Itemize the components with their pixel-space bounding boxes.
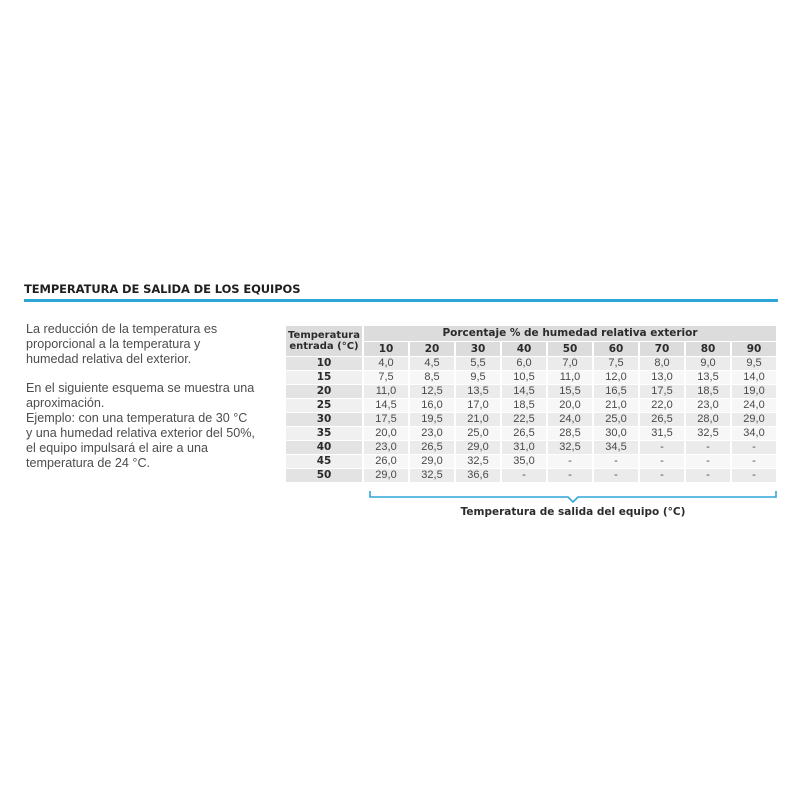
table-cell: 21,0: [456, 413, 500, 426]
table-cell: 14,5: [364, 399, 408, 412]
table-row: [286, 385, 776, 398]
table-row: [286, 469, 776, 482]
table-cell: 20,0: [548, 399, 592, 412]
table-cell: 29,0: [456, 441, 500, 454]
row-header: Temperatura entrada (°C): [286, 326, 362, 356]
table-cell: 28,0: [686, 413, 730, 426]
table-cell: 15,5: [548, 385, 592, 398]
table-cell: -: [732, 441, 776, 454]
humidity-group-header: Porcentaje % de humedad relativa exterior: [364, 326, 776, 341]
table-cell: 31,0: [502, 441, 546, 454]
table-cell: 9,5: [456, 371, 500, 384]
table-cell: 17,5: [364, 413, 408, 426]
table-cell: 32,5: [686, 427, 730, 440]
row-label: 10: [286, 357, 362, 370]
row-label: 30: [286, 413, 362, 426]
table-cell: 34,5: [594, 441, 638, 454]
table-cell: 25,0: [456, 427, 500, 440]
table-cell: -: [640, 469, 684, 482]
table-cell: 20,0: [364, 427, 408, 440]
table-cell: 21,0: [594, 399, 638, 412]
table-body: [286, 357, 776, 482]
table-cell: 31,5: [640, 427, 684, 440]
column-header-20: 20: [410, 342, 454, 356]
table-row: [286, 455, 776, 468]
table-cell: 7,5: [594, 357, 638, 370]
table-cell: 32,5: [410, 469, 454, 482]
table-cell: 36,6: [456, 469, 500, 482]
temperature-table: [284, 325, 778, 483]
temperature-table-container: [284, 325, 778, 483]
column-header-70: 70: [640, 342, 684, 356]
table-cell: 22,0: [640, 399, 684, 412]
table-caption: Temperatura de salida del equipo (°C): [460, 506, 686, 518]
table-cell: 24,0: [548, 413, 592, 426]
intro-paragraph-1: La reducción de la temperatura es proporcional a la temperatura y humedad relativa del exterior.: [26, 322, 218, 366]
table-cell: 24,0: [732, 399, 776, 412]
intro-text: [26, 322, 256, 471]
row-label: 20: [286, 385, 362, 398]
column-header-60: 60: [594, 342, 638, 356]
table-cell: 29,0: [410, 455, 454, 468]
table-cell: 26,5: [502, 427, 546, 440]
table-cell: 28,5: [548, 427, 592, 440]
table-cell: -: [640, 441, 684, 454]
table-cell: -: [548, 455, 592, 468]
intro-paragraph-2: En el siguiente esquema se muestra una aproximación.: [26, 381, 255, 410]
table-cell: 29,0: [732, 413, 776, 426]
table-cell: -: [686, 469, 730, 482]
table-cell: 18,5: [502, 399, 546, 412]
table-cell: -: [640, 455, 684, 468]
table-cell: 23,0: [686, 399, 730, 412]
section-header: [24, 282, 778, 302]
table-cell: 19,0: [732, 385, 776, 398]
table-cell: -: [502, 469, 546, 482]
table-cell: 10,5: [502, 371, 546, 384]
intro-paragraph-3: Ejemplo: con una temperatura de 30 °C y una humedad relativa exterior del 50%, el equipo impulsará el aire a una temperatura de 24 °C.: [26, 411, 255, 470]
table-cell: 9,0: [686, 357, 730, 370]
table-cell: 19,5: [410, 413, 454, 426]
table-cell: 30,0: [594, 427, 638, 440]
table-cell: 12,5: [410, 385, 454, 398]
table-cell: 9,5: [732, 357, 776, 370]
column-header-10: 10: [364, 342, 408, 356]
table-cell: 12,0: [594, 371, 638, 384]
table-cell: 11,0: [548, 371, 592, 384]
table-cell: 29,0: [364, 469, 408, 482]
table-cell: 26,5: [410, 441, 454, 454]
column-header-80: 80: [686, 342, 730, 356]
table-row: [286, 441, 776, 454]
table-cell: 14,5: [502, 385, 546, 398]
table-cell: 13,5: [686, 371, 730, 384]
table-cell: -: [686, 441, 730, 454]
column-header-30: 30: [456, 342, 500, 356]
table-cell: 26,5: [640, 413, 684, 426]
table-cell: -: [732, 469, 776, 482]
table-row: [286, 399, 776, 412]
table-cell: 16,0: [410, 399, 454, 412]
table-cell: 23,0: [364, 441, 408, 454]
table-cell: 13,0: [640, 371, 684, 384]
table-cell: -: [732, 455, 776, 468]
table-cell: -: [594, 455, 638, 468]
table-cell: -: [686, 455, 730, 468]
table-cell: 26,0: [364, 455, 408, 468]
table-cell: 35,0: [502, 455, 546, 468]
table-cell: 7,5: [364, 371, 408, 384]
table-cell: 14,0: [732, 371, 776, 384]
table-cell: 4,0: [364, 357, 408, 370]
table-cell: 18,5: [686, 385, 730, 398]
column-header-90: 90: [732, 342, 776, 356]
table-cell: 13,5: [456, 385, 500, 398]
row-label: 50: [286, 469, 362, 482]
table-cell: 22,5: [502, 413, 546, 426]
table-cell: 34,0: [732, 427, 776, 440]
table-cell: 8,5: [410, 371, 454, 384]
table-cell: 8,0: [640, 357, 684, 370]
table-row: [286, 357, 776, 370]
table-cell: 5,5: [456, 357, 500, 370]
table-cell: 17,5: [640, 385, 684, 398]
table-cell: 23,0: [410, 427, 454, 440]
row-label: 25: [286, 399, 362, 412]
table-cell: 32,5: [456, 455, 500, 468]
table-cell: 11,0: [364, 385, 408, 398]
table-cell: -: [594, 469, 638, 482]
table-cell: 16,5: [594, 385, 638, 398]
row-label: 45: [286, 455, 362, 468]
section-title: TEMPERATURA DE SALIDA DE LOS EQUIPOS: [24, 282, 301, 296]
row-label: 35: [286, 427, 362, 440]
table-row: [286, 413, 776, 426]
table-cell: 7,0: [548, 357, 592, 370]
column-header-50: 50: [548, 342, 592, 356]
caption-bracket: [369, 490, 777, 504]
row-label: 40: [286, 441, 362, 454]
table-cell: 6,0: [502, 357, 546, 370]
table-cell: 25,0: [594, 413, 638, 426]
table-cell: 4,5: [410, 357, 454, 370]
table-cell: 32,5: [548, 441, 592, 454]
title-underline: [24, 299, 778, 302]
table-cell: 17,0: [456, 399, 500, 412]
table-row: [286, 427, 776, 440]
row-label: 15: [286, 371, 362, 384]
table-cell: -: [548, 469, 592, 482]
column-header-40: 40: [502, 342, 546, 356]
table-row: [286, 371, 776, 384]
